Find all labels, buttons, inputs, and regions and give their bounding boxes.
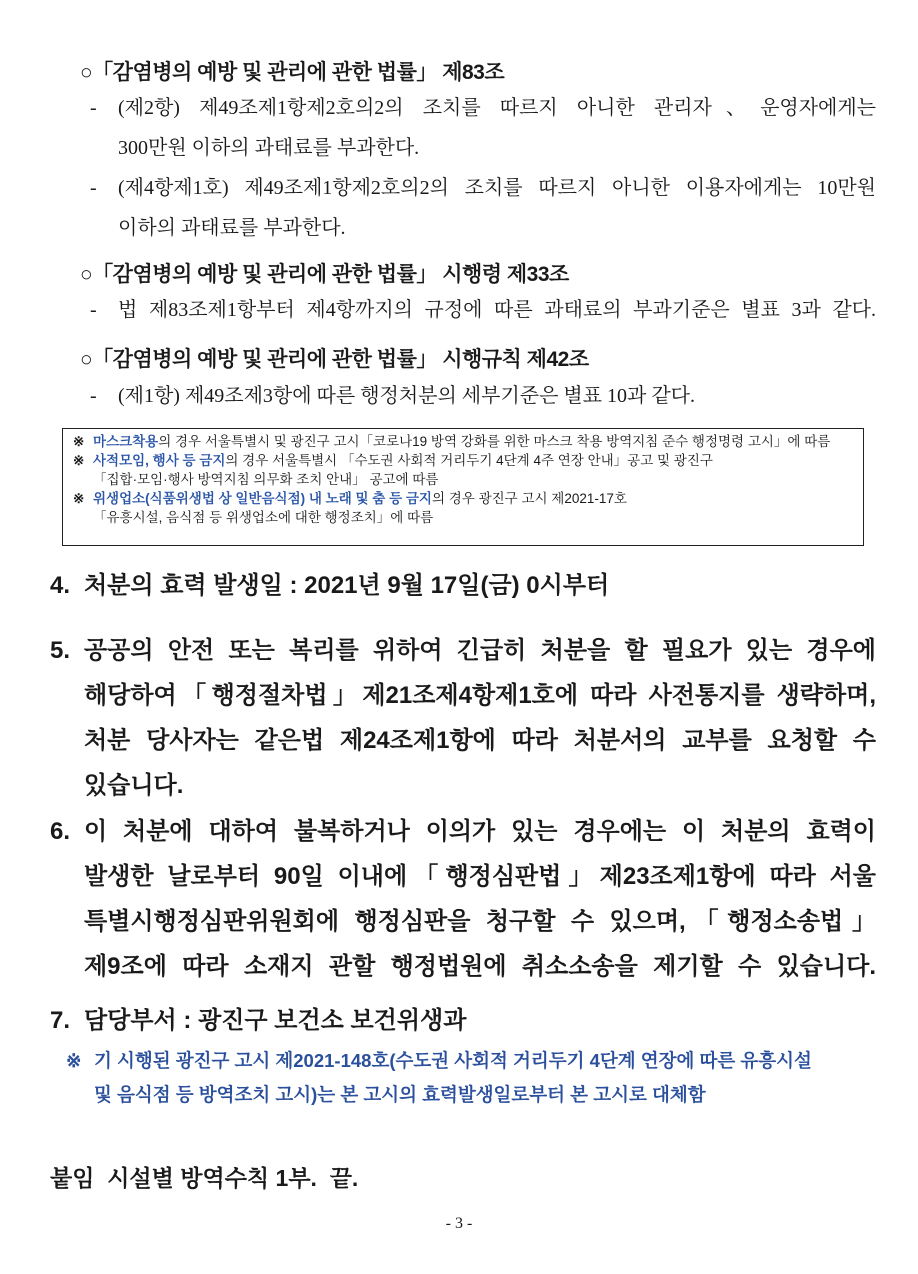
section-number: 7. (50, 1007, 71, 1034)
section-line: 해당하여「행정절차법」제21조제4항제1호에 따라 사전통지를 생략하며, (84, 682, 876, 709)
note-highlight: 사적모임, 행사 등 금지 (93, 453, 226, 468)
section-line: 공공의 안전 또는 복리를 위하여 긴급히 처분을 할 필요가 있는 경우에 (84, 637, 876, 664)
section-7 (50, 998, 876, 1043)
item-line: (제4항제1호) 제49조제1항제2호의2의 조치를 따르지 아니한 이용자에게는 10만원 (118, 177, 876, 199)
note-highlight: 마스크착용 (93, 434, 159, 449)
note-highlight: 위생업소(식품위생법 상 일반음식점) 내 노래 및 춤 등 금지 (93, 491, 432, 506)
note-mask (73, 432, 863, 451)
law-1-item-2 (90, 168, 876, 248)
note-gathering (73, 451, 863, 470)
replacement-note (66, 1044, 876, 1112)
dash-mark: - (90, 97, 97, 119)
law-heading-3: ○「감염병의 예방 및 관리에 관한 법률」 시행규칙 제42조 (80, 348, 589, 371)
section-line: 특별시행정심판위원회에 행정심판을 청구할 수 있으며,「행정소송법」 (84, 908, 876, 935)
item-line: 법 제83조제1항부터 제4항까지의 규정에 따른 과태료의 부과기준은 별표 3과 같다. (118, 299, 876, 321)
note-line: 기 시행된 광진구 고시 제2021-148호(수도권 사회적 거리두기 4단계 연장에 따른 유흥시설 (94, 1050, 812, 1071)
item-line: (제1항) 제49조제3항에 따른 행정처분의 세부기준은 별표 10과 같다. (118, 385, 695, 407)
note-mark: ※ (66, 1050, 82, 1071)
item-line: (제2항) 제49조제1항제2호의2의 조치를 따르지 아니한 관리자、운영자에게는 (118, 97, 876, 119)
dash-mark: - (90, 385, 97, 407)
note-text: 의 경우 광진구 고시 제2021-17호 (431, 491, 627, 506)
note-text: 의 경우 서울특별시 「수도권 사회적 거리두기 4단계 4주 연장 안내」공고 및 광진구 (225, 453, 713, 468)
law-1-item-1 (90, 88, 876, 168)
section-number: 6. (50, 818, 71, 845)
section-line: 처분 당사자는 같은법 제24조제1항에 따라 처분서의 교부를 요청할 수 (84, 727, 876, 754)
section-line: 있습니다. (84, 772, 184, 799)
item-line: 300만원 이하의 과태료를 부과한다. (118, 137, 420, 159)
note-line: 및 음식점 등 방역조치 고시)는 본 고시의 효력발생일로부터 본 고시로 대체함 (94, 1084, 706, 1105)
note-text: 의 경우 서울특별시 및 광진구 고시「코로나19 방역 강화를 위한 마스크 착용 방역지침 준수 행정명령 고시」에 따름 (158, 434, 831, 449)
section-line: 이 처분에 대하여 불복하거나 이의가 있는 경우에는 이 처분의 효력이 (84, 818, 876, 845)
note-continuation: 「유흥시설, 음식점 등 위생업소에 대한 행정조치」에 따름 (93, 510, 434, 525)
section-number: 4. (50, 572, 71, 599)
note-mark: ※ (73, 453, 85, 468)
notice-box (62, 428, 864, 546)
law-heading-2: ○「감염병의 예방 및 관리에 관한 법률」 시행령 제33조 (80, 263, 569, 286)
section-line: 발생한 날로부터 90일 이내에「행정심판법」제23조제1항에 따라 서울 (84, 863, 876, 890)
note-mark: ※ (73, 434, 85, 449)
section-4 (50, 563, 876, 608)
section-5 (50, 628, 876, 808)
law-3-item-1 (90, 376, 876, 416)
dash-mark: - (90, 299, 97, 321)
page-number: - 3 - (445, 1215, 473, 1232)
note-mark: ※ (73, 491, 85, 506)
section-line: 처분의 효력 발생일 : 2021년 9월 17일(금) 0시부터 (84, 572, 610, 599)
section-6 (50, 809, 876, 989)
section-line: 제9조에 따라 소재지 관할 행정법원에 취소소송을 제기할 수 있습니다. (84, 953, 876, 980)
law-heading-1: ○「감염병의 예방 및 관리에 관한 법률」 제83조 (80, 61, 505, 84)
section-number: 5. (50, 637, 71, 664)
item-line: 이하의 과태료를 부과한다. (118, 217, 346, 239)
attachment-line: 붙임 시설별 방역수칙 1부. 끝. (50, 1165, 359, 1191)
note-continuation: 「집합·모임·행사 방역지침 의무화 조치 안내」 공고에 따름 (93, 472, 439, 487)
law-2-item-1 (90, 290, 876, 330)
section-line: 담당부서 : 광진구 보건소 보건위생과 (84, 1007, 467, 1034)
dash-mark: - (90, 177, 97, 199)
note-sanitary (73, 489, 863, 508)
